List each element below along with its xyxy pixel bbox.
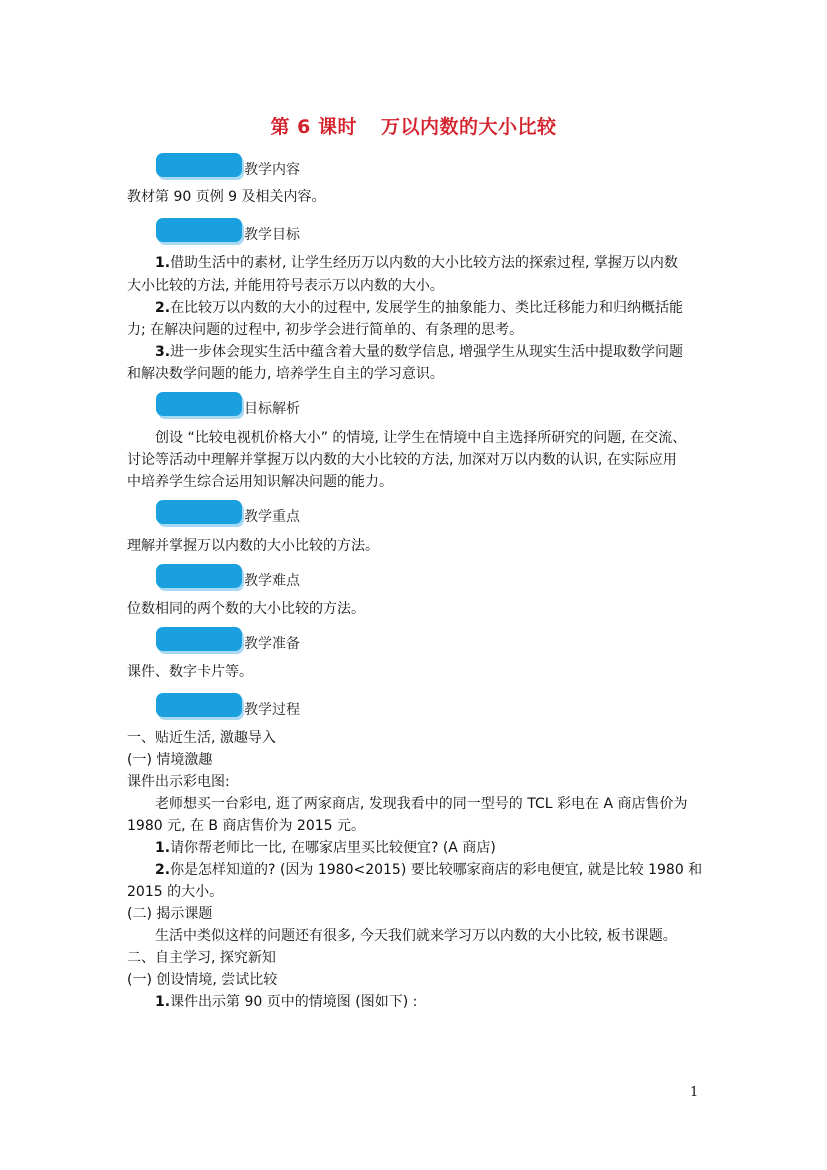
section-header-content	[156, 153, 456, 181]
section-header-prep	[156, 627, 456, 655]
goal-text: 借助生活中的素材, 让学生经历万以内数的大小比较方法的探索过程, 掌握万以内数	[170, 255, 678, 271]
section-header-difficulty	[156, 564, 456, 592]
goal-3-line-2: 和解决数学问题的能力, 培养学生自主的学习意识。	[127, 366, 444, 382]
section-header-key	[156, 500, 456, 528]
difficulty-text: 位数相同的两个数的大小比较的方法。	[127, 601, 365, 617]
content-text: 教材第 90 页例 9 及相关内容。	[127, 189, 326, 205]
section-label: 教学内容	[244, 162, 300, 178]
goal-1-line-1	[155, 252, 740, 275]
goal-text: 进一步体会现实生活中蕴含着大量的数学信息, 增强学生从现实生活中提取数学问题	[170, 344, 683, 360]
question-2-line-1	[155, 859, 740, 882]
process-text: 课件出示彩电图:	[127, 774, 230, 790]
process-subheading-3: (一) 创设情境, 尝试比较	[127, 972, 278, 988]
section-header-goals	[156, 218, 456, 246]
question-number: 1.	[155, 994, 171, 1010]
process-text: 生活中类似这样的问题还有很多, 今天我们就来学习万以内数的大小比较, 板书课题。	[155, 928, 677, 944]
section-header-process	[156, 693, 456, 721]
analysis-line-2: 讨论等活动中理解并掌握万以内数的大小比较的方法, 加深对万以内数的认识, 在实际应用	[127, 452, 677, 468]
section-label: 教学目标	[244, 227, 300, 243]
goal-3-line-1	[155, 341, 740, 364]
section-badge	[156, 218, 242, 242]
process-subheading-2: (二) 揭示课题	[127, 906, 213, 922]
goal-number: 2.	[155, 300, 171, 316]
key-text: 理解并掌握万以内数的大小比较的方法。	[127, 538, 379, 554]
section-header-analysis	[156, 392, 456, 420]
analysis-line-1: 创设 “比较电视机价格大小” 的情境, 让学生在情境中自主选择所研究的问题, 在交流、	[155, 430, 687, 446]
section-label: 教学准备	[244, 636, 300, 652]
question-1	[155, 837, 740, 860]
question-text: 课件出示第 90 页中的情境图 (图如下) :	[170, 994, 418, 1010]
section-label: 教学难点	[244, 573, 300, 589]
lesson-title	[0, 112, 827, 139]
section-badge	[156, 627, 242, 651]
section-badge	[156, 392, 242, 416]
goal-1-line-2: 大小比较的方法, 并能用符号表示万以内数的大小。	[127, 278, 444, 294]
section-badge	[156, 693, 242, 717]
goal-2-line-2: 力; 在解决问题的过程中, 初步学会进行简单的、有条理的思考。	[127, 322, 524, 338]
section-badge	[156, 564, 242, 588]
process-text: 1980 元, 在 B 商店售价为 2015 元。	[127, 818, 366, 834]
section-badge	[156, 500, 242, 524]
question-text: 请你帮老师比一比, 在哪家店里买比较便宜? (A 商店)	[170, 840, 496, 856]
question-2-line-2: 2015 的大小。	[127, 884, 224, 900]
goal-2-line-1	[155, 297, 740, 320]
page-number: 1	[690, 1085, 699, 1100]
question-number: 1.	[155, 840, 171, 856]
lesson-number: 第 6 课时	[270, 116, 357, 138]
question-number: 2.	[155, 862, 171, 878]
process-heading-1: 一、贴近生活, 激趣导入	[127, 730, 276, 746]
prep-text: 课件、数字卡片等。	[127, 664, 253, 680]
question-text: 你是怎样知道的? (因为 1980<2015) 要比较哪家商店的彩电便宜, 就是比较 1980 和	[170, 862, 703, 878]
goal-number: 1.	[155, 255, 171, 271]
section-badge	[156, 153, 242, 177]
goal-text: 在比较万以内数的大小的过程中, 发展学生的抽象能力、类比迁移能力和归纳概括能	[170, 300, 683, 316]
process-text: 老师想买一台彩电, 逛了两家商店, 发现我看中的同一型号的 TCL 彩电在 A 商店售价为	[155, 796, 688, 812]
section-label: 教学重点	[244, 509, 300, 525]
goal-number: 3.	[155, 344, 171, 360]
process-heading-2: 二、自主学习, 探究新知	[127, 950, 276, 966]
question-3	[155, 991, 740, 1014]
process-subheading-1: (一) 情境激趣	[127, 752, 213, 768]
section-label: 教学过程	[244, 702, 300, 718]
analysis-line-3: 中培养学生综合运用知识解决问题的能力。	[127, 474, 393, 490]
lesson-topic: 万以内数的大小比较	[380, 116, 557, 138]
section-label: 目标解析	[244, 401, 300, 417]
